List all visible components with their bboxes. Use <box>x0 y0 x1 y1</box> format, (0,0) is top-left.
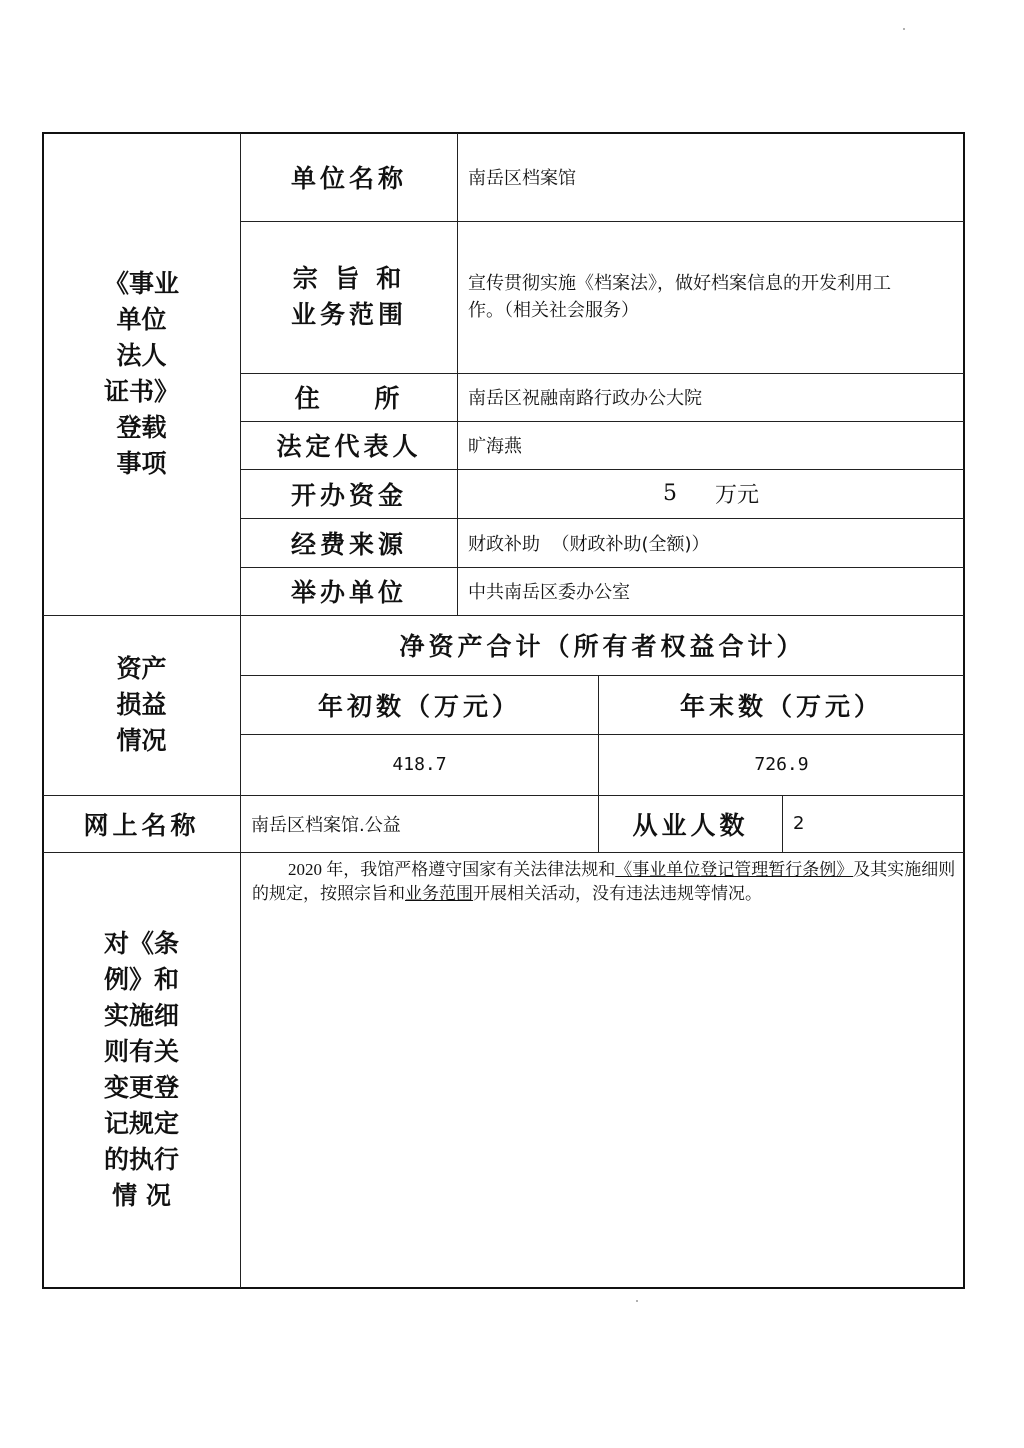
legal-representative-label: 法定代表人 <box>276 432 422 461</box>
section-label-line: 的执行 <box>103 1145 179 1174</box>
staff-count-label: 从业人数 <box>632 810 749 840</box>
section-label-line: 事项 <box>116 449 167 478</box>
scan-speck <box>903 28 905 30</box>
business-scope-term: 业务范围 <box>405 884 473 903</box>
purpose-label <box>241 221 457 373</box>
sponsor-label: 举办单位 <box>290 578 407 607</box>
statement-text: 2020 年，我馆严格遵守国家有关法律法规和 <box>288 860 616 879</box>
registration-section-label <box>43 133 240 615</box>
section-label-line: 《事业 <box>103 269 179 298</box>
section-label-line: 实施细 <box>103 1001 179 1030</box>
capital-label: 开办资金 <box>290 480 407 510</box>
section-label-line: 证书》 <box>103 377 179 406</box>
capital-value <box>458 469 964 518</box>
section-label-line: 情 况 <box>112 1181 171 1210</box>
capital-amount: 5 <box>662 481 677 506</box>
purpose-value-line: 作。（相关社会服务） <box>468 300 639 321</box>
net-assets-header: 净资产合计（所有者权益合计） <box>399 632 806 661</box>
purpose-value-line: 宣传贯彻实施《档案法》，做好档案信息的开发利用工 <box>468 273 891 294</box>
section-label-line: 则有关 <box>103 1037 179 1066</box>
year-end-label: 年末数（万元） <box>679 691 883 721</box>
capital-unit: 万元 <box>714 483 759 508</box>
regulation-title: 《事业单位登记管理暂行条例》 <box>615 860 854 879</box>
funding-source-label: 经费来源 <box>290 529 407 559</box>
scan-speck <box>636 1300 638 1302</box>
purpose-label-line: 业务范围 <box>290 300 407 329</box>
section-label-line: 资产 <box>116 654 167 683</box>
funding-source-value: 财政补助 （财政补助(全额)） <box>468 533 710 555</box>
section-label-line: 例》和 <box>103 965 179 994</box>
staff-count-value: 2 <box>793 813 805 834</box>
compliance-section-label <box>43 852 240 1288</box>
section-label-line: 对《条 <box>103 929 179 958</box>
assets-section-label <box>43 615 240 795</box>
statement-text: 开展相关活动，没有违法违规等情况。 <box>473 884 762 903</box>
compliance-statement <box>252 858 960 906</box>
unit-name-value: 南岳区档案馆 <box>468 168 576 189</box>
address-value: 南岳区祝融南路行政办公大院 <box>468 388 702 409</box>
unit-name-label: 单位名称 <box>290 164 407 193</box>
section-label-line: 记规定 <box>103 1109 179 1138</box>
section-label-line: 法人 <box>116 341 167 370</box>
year-begin-value: 418.7 <box>392 754 447 775</box>
section-label-line: 登载 <box>116 413 167 442</box>
address-label: 住 所 <box>294 384 404 413</box>
online-name-label: 网上名称 <box>83 810 200 840</box>
section-label-line: 损益 <box>116 690 167 719</box>
year-end-value: 726.9 <box>754 754 809 775</box>
section-label-line: 变更登 <box>103 1073 179 1102</box>
section-label-line: 单位 <box>116 305 167 334</box>
sponsor-value: 中共南岳区委办公室 <box>468 582 630 603</box>
purpose-value <box>458 221 964 373</box>
statement-text: 及其实施细则的规定，按照宗旨和 <box>252 860 956 903</box>
section-label-line: 情况 <box>116 726 167 755</box>
year-begin-label: 年初数（万元） <box>317 691 521 721</box>
purpose-label-line: 宗 旨 和 <box>292 264 406 293</box>
online-name-value: 南岳区档案馆.公益 <box>251 814 401 836</box>
legal-representative-value: 旷海燕 <box>468 436 522 457</box>
